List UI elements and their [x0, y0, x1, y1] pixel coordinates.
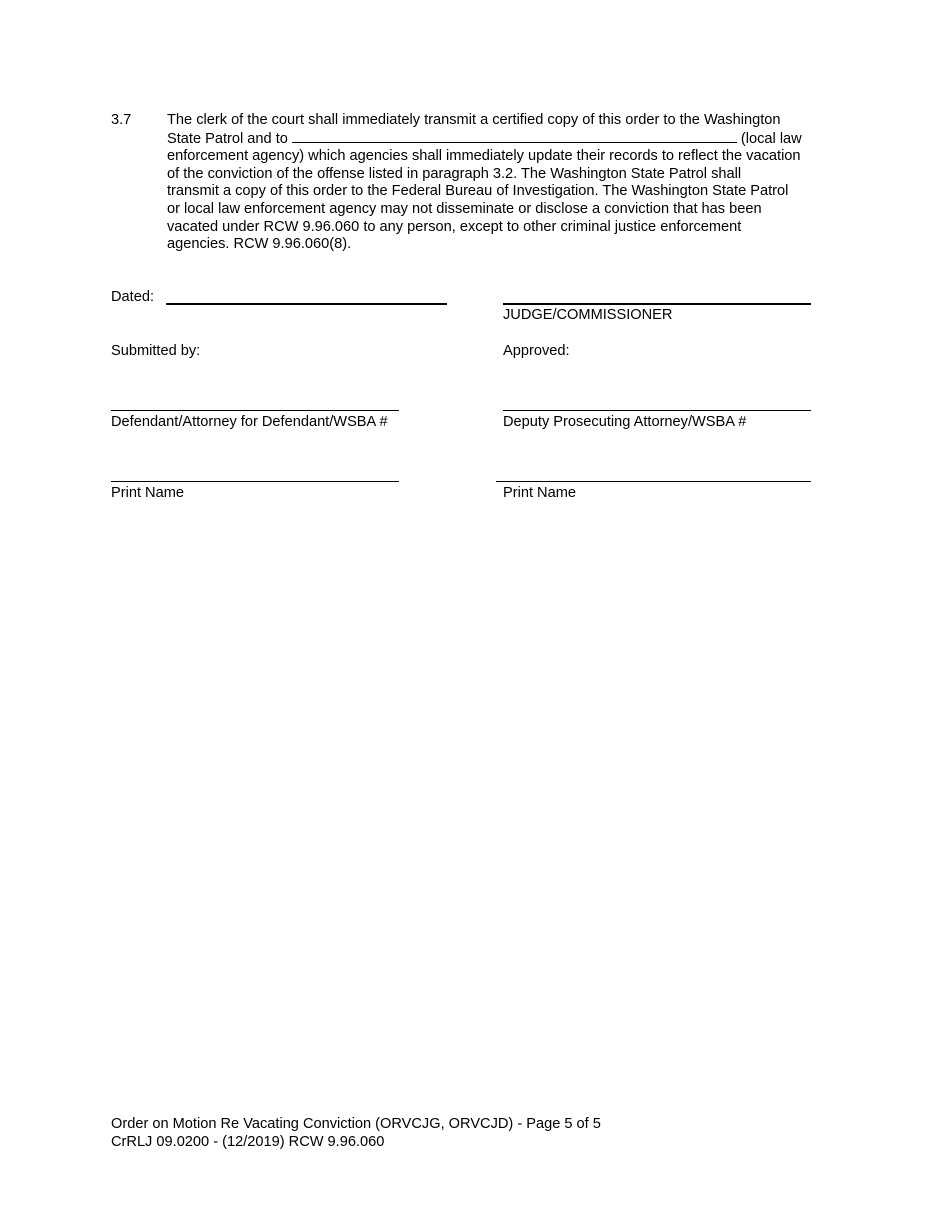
- paragraph-number: 3.7: [111, 112, 132, 128]
- paragraph-line-end: (local law: [740, 130, 802, 147]
- print-name-line-left[interactable]: [111, 481, 399, 482]
- print-name-label-right: Print Name: [503, 485, 576, 501]
- paragraph-line: of the conviction of the offense listed in paragraph 3.2. The Washington State Patrol shall: [167, 165, 742, 182]
- defendant-label: Defendant/Attorney for Defendant/WSBA #: [111, 414, 388, 430]
- paragraph-line: agencies. RCW 9.96.060(8).: [167, 236, 352, 253]
- dated-signature-line[interactable]: [166, 303, 447, 305]
- paragraph-line-start: State Patrol and to: [167, 130, 288, 147]
- paragraph-line: The clerk of the court shall immediately transmit a certified copy of this order to the Washington: [167, 112, 781, 128]
- defendant-signature-line[interactable]: [111, 410, 399, 411]
- agency-blank-field[interactable]: [292, 130, 737, 143]
- paragraph-line: transmit a copy of this order to the Federal Bureau of Investigation. The Washington State Patrol: [167, 183, 789, 200]
- paragraph-body: [167, 112, 847, 254]
- submitted-by-label: Submitted by:: [111, 343, 201, 359]
- prosecutor-label: Deputy Prosecuting Attorney/WSBA #: [503, 414, 747, 430]
- dated-label: Dated:: [111, 289, 154, 305]
- approved-label: Approved:: [503, 343, 570, 359]
- paragraph-line: or local law enforcement agency may not disseminate or disclose a conviction that has been: [167, 200, 762, 217]
- paragraph-line: enforcement agency) which agencies shall immediately update their records to reflect the vacation: [167, 148, 801, 165]
- footer-form-title: Order on Motion Re Vacating Conviction (ORVCJG, ORVCJD) - Page 5 of 5: [111, 1116, 601, 1132]
- paragraph-line: vacated under RCW 9.96.060 to any person, except to other criminal justice enforcement: [167, 218, 742, 235]
- print-name-line-right[interactable]: [496, 481, 811, 482]
- judge-label: JUDGE/COMMISSIONER: [503, 307, 673, 323]
- prosecutor-signature-line[interactable]: [503, 410, 811, 411]
- judge-signature-line[interactable]: [503, 303, 811, 305]
- paragraph-line-with-blank: [167, 130, 847, 149]
- footer-form-number: CrRLJ 09.0200 - (12/2019) RCW 9.96.060: [111, 1134, 385, 1150]
- print-name-label-left: Print Name: [111, 485, 184, 501]
